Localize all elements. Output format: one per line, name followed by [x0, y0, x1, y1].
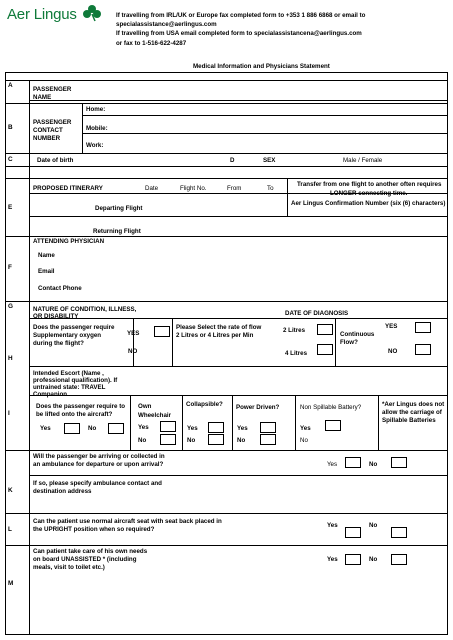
itinerary-flight-no-header: Flight No.: [180, 185, 207, 192]
unassisted-yes-label: Yes: [327, 556, 338, 563]
physician-email-label: Email: [38, 268, 55, 275]
wheelchair-no-label: No: [138, 437, 147, 444]
flow-rate-question-1: Please Select the rate of flow: [176, 324, 262, 331]
rule: [82, 115, 447, 116]
seat-yes-label: Yes: [327, 522, 338, 529]
returning-flight-label: Returning Flight: [93, 228, 141, 235]
own-wheelchair-label-2: Wheelchair: [138, 412, 172, 419]
rule: [29, 216, 447, 217]
passenger-name-label-2: NAME: [33, 94, 52, 101]
ambulance-question-2: an ambulance for departure or upon arrival?: [33, 461, 164, 468]
row-letter-b: B: [8, 124, 13, 131]
proposed-itinerary-label: PROPOSED ITINERARY: [33, 185, 103, 192]
unassisted-no-checkbox[interactable]: [391, 554, 407, 565]
contact-number-label-2: CONTACT: [33, 127, 63, 134]
ambulance-yes-checkbox[interactable]: [345, 457, 361, 468]
own-wheelchair-label-1: Own: [138, 403, 152, 410]
rule: [29, 100, 447, 101]
ambulance-no-checkbox[interactable]: [391, 457, 407, 468]
rule: [5, 153, 447, 154]
confirmation-number-label: Aer Lingus Confirmation Number (six (6) characters): [291, 200, 446, 207]
contact-line-3: If travelling from USA email completed form to specialassistancena@aerlingus.com: [116, 30, 362, 37]
ambulance-contact-label-2: destination address: [33, 488, 92, 495]
row-letter-h: H: [8, 355, 13, 362]
rule: [29, 318, 447, 319]
rule: [335, 318, 336, 366]
contact-line-1: If travelling from IRL/UK or Europe fax completed form to +353 1 886 6868 or email to: [116, 12, 366, 19]
unassisted-yes-checkbox[interactable]: [345, 554, 361, 565]
date-of-diagnosis-label: DATE OF DIAGNOSIS: [285, 310, 349, 317]
logo-text: Aer Lingus: [7, 6, 77, 23]
nature-of-condition-label-2: OR DISABILITY: [33, 313, 79, 320]
rule: [5, 236, 447, 237]
continuous-no-label: NO: [388, 348, 398, 355]
row-letter-k: K: [8, 487, 13, 494]
letter-column-divider: [29, 80, 30, 635]
row-letter-a: A: [8, 82, 13, 89]
ambulance-contact-label-1: If so, please specify ambulance contact and: [33, 480, 162, 487]
row-letter-g: G: [8, 303, 13, 310]
oxygen-question-2: Supplementary oxygen: [33, 332, 102, 339]
rule: [5, 178, 447, 179]
departing-flight-label: Departing Flight: [95, 205, 143, 212]
four-litres-label: 4 Litres: [285, 350, 308, 357]
nature-of-condition-label-1: NATURE OF CONDITION, ILLNESS,: [33, 306, 137, 313]
unassisted-question-3: meals, visit to toilet etc.): [33, 564, 105, 571]
spillable-note-2: allow the carriage of: [382, 409, 442, 416]
shamrock-icon: [82, 4, 102, 22]
rule: [5, 72, 448, 73]
seat-no-checkbox[interactable]: [391, 527, 407, 538]
oxygen-yes-checkbox[interactable]: [154, 326, 170, 337]
contact-line-4: or fax to 1-516-622-4287: [116, 40, 187, 47]
male-female-option[interactable]: Male / Female: [343, 157, 383, 164]
frame-right: [447, 72, 448, 635]
row-letter-f: F: [8, 264, 12, 271]
continuous-yes-label: YES: [385, 323, 398, 330]
wheelchair-no-checkbox[interactable]: [160, 434, 176, 445]
unassisted-no-label: No: [369, 556, 378, 563]
rule: [5, 103, 447, 104]
mobile-phone-label: Mobile:: [86, 125, 108, 132]
rule: [29, 395, 447, 396]
lift-no-label: No: [88, 425, 97, 432]
itinerary-to-header: To: [267, 185, 274, 192]
row-letter-l: L: [8, 526, 12, 533]
collapsible-label: Collapsible?: [186, 401, 223, 408]
rule: [5, 545, 447, 546]
continuous-no-checkbox[interactable]: [415, 344, 431, 355]
contact-number-label-3: NUMBER: [33, 135, 61, 142]
row-letter-d: D: [230, 157, 235, 164]
physician-phone-label: Contact Phone: [38, 285, 82, 292]
oxygen-no-label: NO: [128, 348, 138, 355]
date-of-birth-label: Date of birth: [37, 157, 74, 164]
rule: [172, 318, 173, 366]
form-title: Medical Information and Physicians Statement: [193, 63, 330, 70]
ambulance-yes-label: Yes: [327, 461, 338, 468]
frame-left: [5, 72, 6, 635]
collapsible-yes-label: Yes: [187, 425, 198, 432]
two-litres-checkbox[interactable]: [317, 324, 333, 335]
itinerary-from-header: From: [227, 185, 242, 192]
power-yes-checkbox[interactable]: [260, 422, 276, 433]
collapsible-yes-checkbox[interactable]: [208, 422, 224, 433]
rule: [29, 475, 447, 476]
continuous-flow-label-1: Continuous: [340, 331, 375, 338]
collapsible-no-checkbox[interactable]: [208, 434, 224, 445]
ambulance-no-label: No: [369, 461, 378, 468]
four-litres-checkbox[interactable]: [317, 344, 333, 355]
lift-question-2: be lifted onto the aircraft?: [36, 411, 113, 418]
work-phone-label: Work:: [86, 142, 104, 149]
power-no-checkbox[interactable]: [260, 434, 276, 445]
battery-yes-checkbox[interactable]: [325, 420, 341, 431]
lift-yes-checkbox[interactable]: [64, 423, 80, 434]
spillable-note-3: Spillable Batteries: [382, 417, 436, 424]
rule: [182, 395, 183, 450]
wheelchair-yes-label: Yes: [138, 424, 149, 431]
row-letter-i: I: [8, 410, 10, 417]
collapsible-no-label: No: [187, 437, 196, 444]
continuous-yes-checkbox[interactable]: [415, 322, 431, 333]
escort-label-3: untrained state: TRAVEL: [33, 384, 106, 391]
row-letter-e: E: [8, 204, 13, 211]
sex-label: SEX: [263, 157, 276, 164]
rule: [82, 133, 447, 134]
rule: [5, 634, 447, 635]
lift-question-1: Does the passenger require to: [36, 403, 126, 410]
row-letter-m: M: [8, 580, 14, 587]
row-letter-c: C: [8, 156, 13, 163]
contact-number-label-1: PASSENGER: [33, 119, 72, 126]
lift-no-checkbox[interactable]: [108, 423, 124, 434]
rule: [232, 395, 233, 450]
ambulance-question-1: Will the passenger be arriving or collected in: [33, 453, 165, 460]
wheelchair-yes-checkbox[interactable]: [160, 421, 176, 432]
rule: [82, 103, 83, 153]
battery-no-label: No: [300, 437, 308, 444]
transfer-note-1: Transfer from one flight to another often requires: [297, 181, 442, 188]
seat-yes-checkbox[interactable]: [345, 527, 361, 538]
seat-no-label: No: [369, 522, 378, 529]
home-phone-label: Home:: [86, 106, 106, 113]
lift-yes-label: Yes: [40, 425, 51, 432]
non-spillable-battery-label: Non Spillable Battery?: [300, 404, 362, 411]
oxygen-question-1: Does the passenger require: [33, 324, 115, 331]
rule: [130, 395, 131, 450]
unassisted-question-2: on board UNASSISTED * (including: [33, 556, 137, 563]
rule: [5, 301, 447, 302]
rule: [5, 166, 447, 167]
oxygen-question-3: during the flight?: [33, 340, 84, 347]
escort-label-1: Intended Escort (Name ,: [33, 370, 104, 377]
rule: [5, 80, 448, 81]
transfer-note-2: LONGER connecting time.: [330, 190, 408, 197]
attending-physician-label: ATTENDING PHYSICIAN: [33, 238, 105, 245]
unassisted-question-1: Can patient take care of his own needs: [33, 548, 148, 555]
rule: [295, 395, 296, 450]
power-driven-label: Power Driven?: [236, 404, 280, 411]
continuous-flow-label-2: Flow?: [340, 339, 358, 346]
escort-label-2: professional qualification). If: [33, 377, 118, 384]
rule: [5, 450, 447, 451]
power-yes-label: Yes: [237, 425, 248, 432]
upright-seat-question-1: Can the patient use normal aircraft seat with seat back placed in: [33, 518, 222, 525]
upright-seat-question-2: the UPRIGHT position when so required?: [33, 526, 155, 533]
passenger-name-label-1: PASSENGER: [33, 86, 72, 93]
physician-name-label: Name: [38, 252, 55, 259]
oxygen-yes-label: YES: [127, 330, 140, 337]
escort-label-4: Companion: [33, 391, 68, 398]
battery-yes-label: Yes: [300, 425, 311, 432]
power-no-label: No: [237, 437, 246, 444]
two-litres-label: 2 Litres: [283, 327, 306, 334]
rule: [378, 395, 379, 450]
rule: [29, 366, 447, 367]
flow-rate-question-2: 2 Litres or 4 Litres per Min: [176, 332, 254, 339]
rule: [133, 318, 134, 366]
rule: [5, 513, 447, 514]
spillable-note-1: *Aer Lingus does not: [382, 401, 445, 408]
contact-line-2: specialassistance@aerlingus.com: [116, 21, 217, 28]
itinerary-date-header: Date: [145, 185, 159, 192]
rule: [287, 178, 288, 216]
